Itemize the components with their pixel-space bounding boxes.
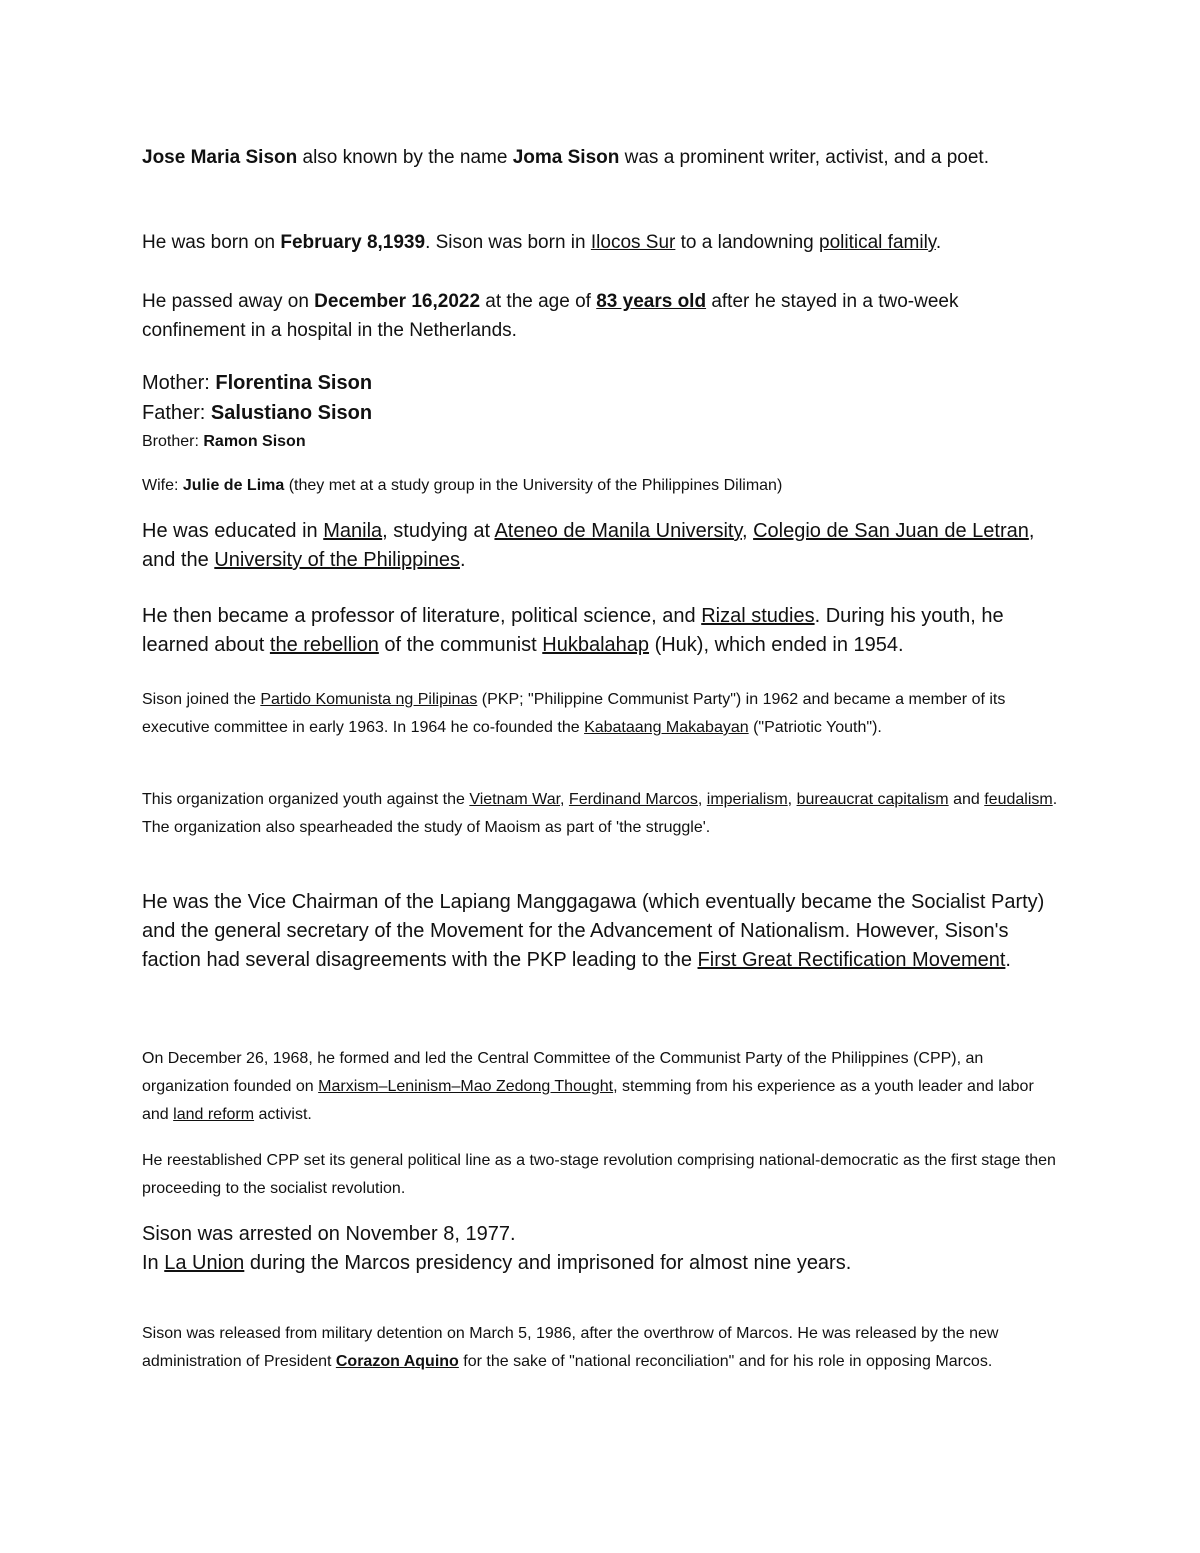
wife-name: Julie de Lima — [182, 477, 285, 494]
father-name: Salustiano Sison — [210, 402, 373, 424]
text-run: , — [741, 520, 754, 542]
text-run: and — [948, 791, 985, 808]
text-run: (Huk), which ended in 1954. — [649, 634, 904, 656]
family-list — [142, 368, 1062, 455]
text-run: On December 26, 1968, he formed and led the Central Committee of the Communist Party of the Philippines (CPP), an organization founded on — [142, 1050, 984, 1095]
text-run: In — [142, 1252, 165, 1274]
wife-line — [142, 472, 1062, 500]
label: Wife: — [142, 477, 183, 494]
arrest-paragraph — [142, 1220, 1062, 1278]
link-vietnam-war[interactable]: Vietnam War — [469, 791, 561, 808]
intro-paragraph — [142, 143, 1062, 172]
label: Father: — [142, 402, 211, 424]
text-run: , studying at — [382, 520, 495, 542]
pkp-paragraph — [142, 686, 1062, 742]
father-line — [142, 398, 1062, 428]
link-up[interactable]: University of the Philippines — [214, 549, 460, 571]
link-ferdinand-marcos[interactable]: Ferdinand Marcos — [568, 791, 698, 808]
link-imperialism[interactable]: imperialism — [706, 791, 788, 808]
reestablished-paragraph — [142, 1147, 1062, 1203]
death-date: December 16,2022 — [314, 291, 481, 312]
text-run: , and the — [142, 520, 1035, 571]
text-run: activist. — [254, 1106, 312, 1123]
text-run: for the sake of "national reconciliation" and for his role in opposing Marcos. — [458, 1353, 993, 1370]
birth-date: February 8,1939 — [280, 232, 426, 253]
mother-line — [142, 368, 1062, 398]
organization-paragraph — [142, 786, 1062, 842]
link-political-family[interactable]: political family — [819, 232, 936, 253]
link-hukbalahap[interactable]: Hukbalahap — [542, 634, 650, 656]
text-run: This organization organized youth against the — [142, 791, 470, 808]
cpp-paragraph — [142, 1045, 1062, 1129]
text-run: . Sison was born in — [425, 232, 591, 253]
text-run: after he stayed in a two-week confinement in a hospital in the Netherlands. — [142, 291, 959, 341]
text-run: also known by the name — [297, 147, 513, 168]
text-run: ("Patriotic Youth"). — [748, 719, 882, 736]
arrest-line: Sison was arrested on November 8, 1977. — [142, 1223, 516, 1245]
link-land-reform[interactable]: land reform — [173, 1106, 255, 1123]
link-la-union[interactable]: La Union — [164, 1252, 245, 1274]
release-paragraph — [142, 1320, 1062, 1376]
link-letran[interactable]: Colegio de San Juan de Letran — [753, 520, 1029, 542]
education-paragraph — [142, 517, 1062, 575]
brother-name: Ramon Sison — [203, 433, 306, 450]
text-run: , — [697, 791, 707, 808]
link-marxism-leninism[interactable]: Marxism–Leninism–Mao Zedong Thought — [318, 1078, 614, 1095]
text-run: . — [935, 232, 942, 253]
link-pkp[interactable]: Partido Komunista ng Pilipinas — [260, 691, 478, 708]
text-run: He reestablished CPP set its general political line as a two-stage revolution comprising national-democratic as the first stage then proceeding to the socialist revolution. — [142, 1152, 1056, 1197]
text-run: He then became a professor of literature, political science, and — [142, 605, 702, 627]
text-run: . During his youth, he learned about — [142, 605, 1004, 656]
text-run: (PKP; "Philippine Communist Party") in 1962 and became a member of its executive committee in early 1963. In 1964 he co-founded the — [142, 691, 1006, 736]
link-rizal-studies[interactable]: Rizal studies — [701, 605, 815, 627]
text-run: He was educated in — [142, 520, 324, 542]
text-run: Sison was released from military detention on March 5, 1986, after the overthrow of Marcos. He was released by the new administration of President — [142, 1325, 999, 1370]
link-corazon-aquino[interactable]: Corazon Aquino — [335, 1353, 459, 1370]
text-run: (they met at a study group in the University of the Philippines Diliman) — [284, 477, 783, 494]
vice-chairman-paragraph — [142, 888, 1062, 975]
link-feudalism[interactable]: feudalism — [984, 791, 1053, 808]
text-run: He was born on — [142, 232, 281, 253]
text-run: He was the Vice Chairman of the Lapiang Manggagawa (which eventually became the Socialist Party) and the general secretary of the Movement for the Advancement of Nationalism. However, Sison's faction had several disagreements with the PKP leading to the — [142, 891, 1045, 971]
label: Brother: — [142, 433, 204, 450]
text-run: . — [459, 549, 466, 571]
link-bureaucrat-capitalism[interactable]: bureaucrat capitalism — [796, 791, 949, 808]
brother-line — [142, 428, 1062, 455]
link-manila[interactable]: Manila — [323, 520, 383, 542]
text-run: He passed away on — [142, 291, 315, 312]
professor-paragraph — [142, 602, 1062, 660]
text-run: , stemming from his experience as a youth leader and labor and — [142, 1078, 1034, 1123]
link-first-great-rectification[interactable]: First Great Rectification Movement — [697, 949, 1006, 971]
text-run: was a prominent writer, activist, and a poet. — [619, 147, 989, 168]
text-run: . The organization also spearheaded the study of Maoism as part of 'the struggle'. — [142, 791, 1058, 836]
text-run: at the age of — [480, 291, 597, 312]
link-kabataang-makabayan[interactable]: Kabataang Makabayan — [584, 719, 749, 736]
text-run: , — [787, 791, 797, 808]
text-run: . — [1005, 949, 1011, 971]
bold-alias: Joma Sison — [512, 147, 620, 168]
link-the-rebellion[interactable]: the rebellion — [269, 634, 379, 656]
text-run: of the communist — [378, 634, 543, 656]
text-run: , — [560, 791, 569, 808]
link-age[interactable]: 83 years old — [596, 291, 707, 312]
text-run: during the Marcos presidency and imprisoned for almost nine years. — [244, 1252, 852, 1274]
text-run: to a landowning — [675, 232, 820, 253]
mother-name: Florentina Sison — [215, 372, 373, 394]
death-paragraph — [142, 287, 1062, 345]
label: Mother: — [142, 372, 216, 394]
text-run: Sison joined the — [142, 691, 261, 708]
birth-paragraph — [142, 228, 1062, 257]
link-ateneo[interactable]: Ateneo de Manila University — [494, 520, 742, 542]
link-ilocos-sur[interactable]: Ilocos Sur — [590, 232, 676, 253]
bold-name: Jose Maria Sison — [142, 147, 298, 168]
